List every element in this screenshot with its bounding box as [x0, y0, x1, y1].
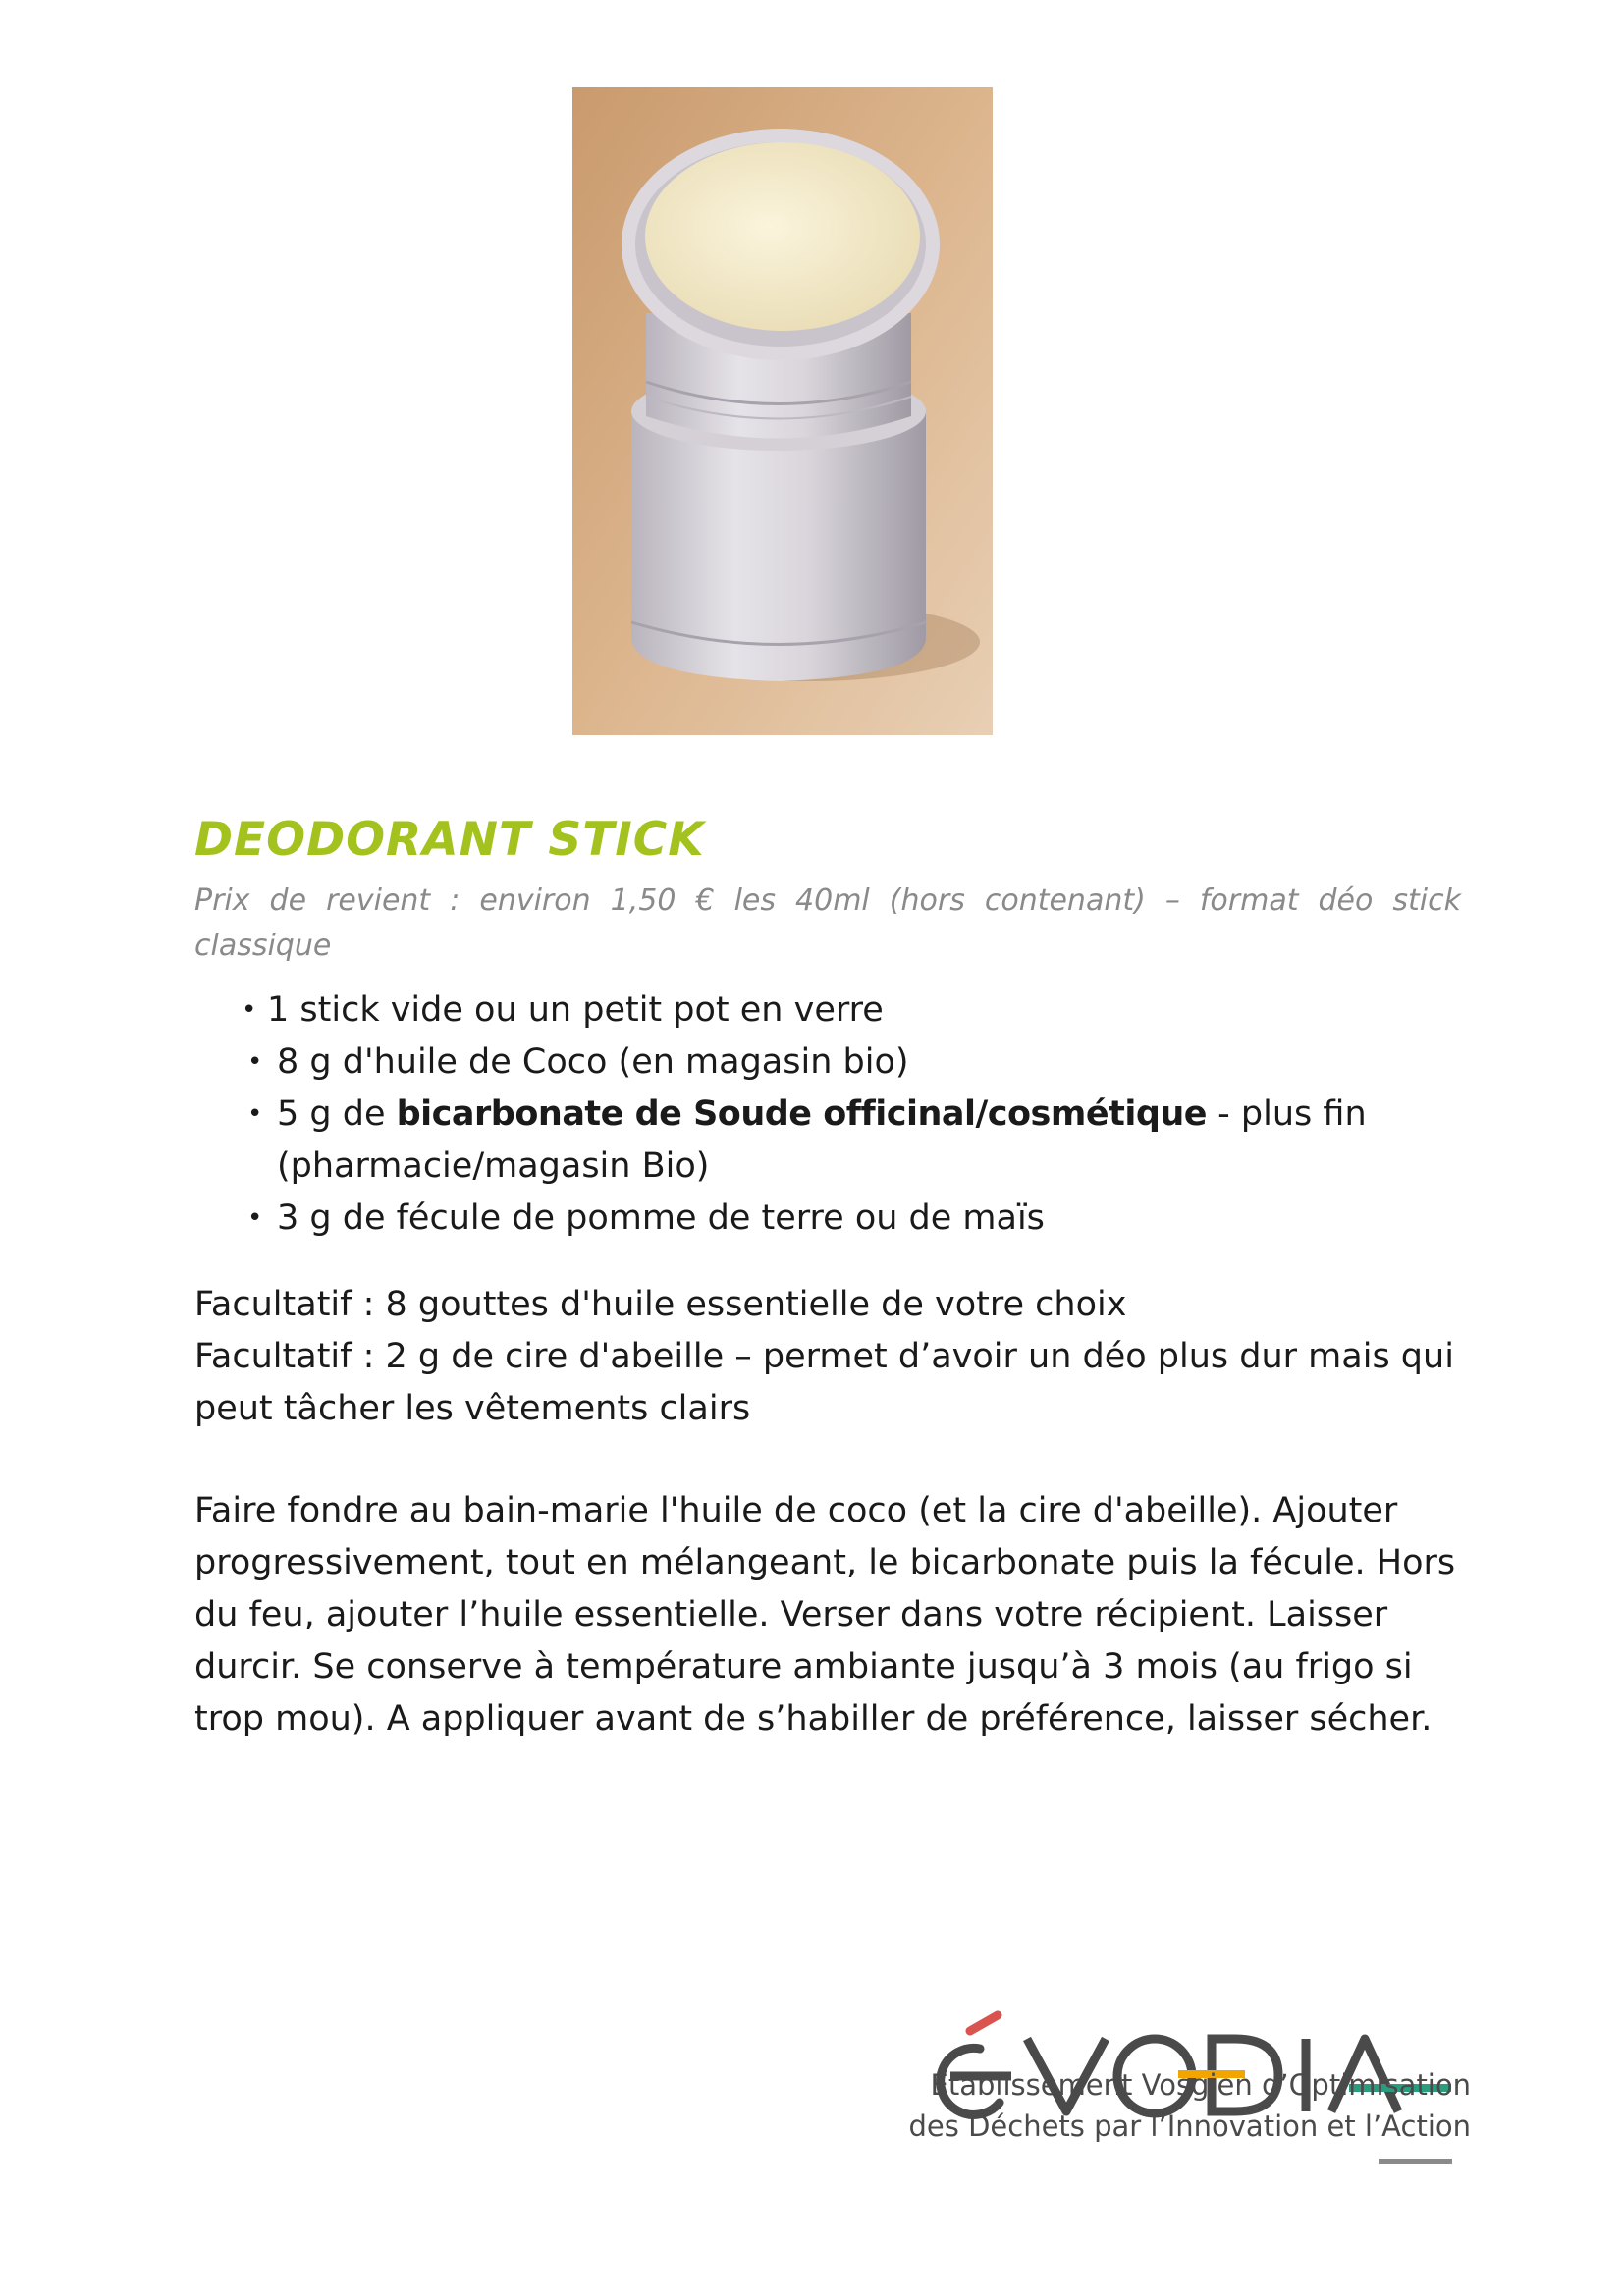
page-title: DEODORANT STICK: [194, 813, 705, 867]
list-item: [236, 1193, 1473, 1245]
bullet-icon: •: [247, 1099, 263, 1129]
ingredient-list: [236, 985, 1473, 1245]
ingredient-suffix: - plus fin (pharmacie/magasin Bio): [277, 1095, 1367, 1186]
bullet-icon: •: [242, 995, 257, 1025]
bullet-icon: •: [247, 1203, 263, 1233]
optional-notes: [194, 1279, 1490, 1435]
logo-underline: [1379, 2159, 1452, 2164]
list-item: [236, 1037, 1473, 1089]
deodorant-stick-photo: [572, 87, 993, 735]
evodia-logo: [908, 1955, 1471, 2171]
logo-tagline: Établissement Vosgien d’Optimisation: [930, 2068, 1471, 2102]
optional-note: Facultatif : 8 gouttes d'huile essentielle de votre choix: [194, 1285, 1127, 1324]
ingredient-text: 1 stick vide ou un petit pot en verre: [267, 990, 884, 1030]
ingredient-prefix: 5 g de: [277, 1095, 397, 1134]
ingredient-text: 3 g de fécule de pomme de terre ou de maïs: [277, 1199, 1045, 1238]
cost-note: Prix de revient : environ 1,50 € les 40ml (hors contenant) – format déo stick classique: [194, 883, 1461, 963]
list-item: [236, 985, 1473, 1037]
optional-note: Facultatif : 2 g de cire d'abeille – permet d’avoir un déo plus dur mais qui peut tâcher les vêtements clairs: [194, 1337, 1454, 1428]
ingredient-highlight: bicarbonate de Soude officinal/cosmétique: [396, 1095, 1208, 1134]
logo-tagline: des Déchets par l’Innovation et l’Action: [908, 2109, 1471, 2143]
ingredient-text: 8 g d'huile de Coco (en magasin bio): [277, 1042, 909, 1082]
list-item: [236, 1089, 1473, 1193]
instructions: Faire fondre au bain-marie l'huile de coco (et la cire d'abeille). Ajouter progressivement, tout en mélangeant, le bicarbonate puis la fécule. Hors du feu, ajouter l’huile essentielle. Verser dans votre récipient. Laisser durcir. Se conserve à température ambiante jusqu’à 3 mois (au frigo si trop mou). A appliquer avant de s’habiller de préférence, laisser sécher.: [194, 1491, 1456, 1738]
bullet-icon: •: [247, 1047, 263, 1077]
